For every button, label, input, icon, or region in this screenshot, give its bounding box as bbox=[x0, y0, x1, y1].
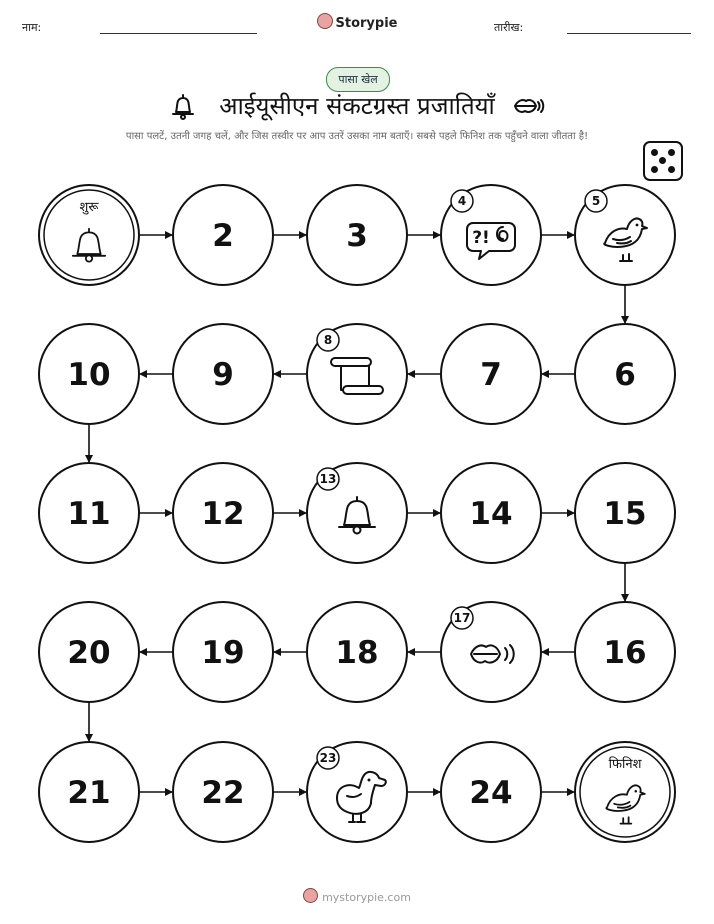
board-space-19[interactable] bbox=[173, 602, 273, 702]
space-number: 6 bbox=[614, 357, 636, 393]
board-space-5[interactable] bbox=[575, 185, 675, 285]
board-space-4[interactable] bbox=[441, 185, 541, 285]
board-space-11[interactable] bbox=[39, 463, 139, 563]
instructions: पासा पलटें, उतनी जगह चलें, और जिस तस्वीर पर आप उतरें उसका नाम बताएँ। सबसे पहले फिनिश तक पहुँचने वाला जीतता है! bbox=[125, 131, 589, 142]
svg-text:?!: ?! bbox=[472, 228, 490, 248]
space-number: 22 bbox=[201, 775, 245, 811]
space-number: 13 bbox=[319, 472, 337, 486]
brand-name: Storypie bbox=[335, 16, 398, 31]
space-number: 7 bbox=[480, 357, 502, 393]
board-space-15[interactable] bbox=[575, 463, 675, 563]
space-number: 16 bbox=[603, 635, 647, 671]
space-number: 9 bbox=[212, 357, 234, 393]
board-space-9[interactable] bbox=[173, 324, 273, 424]
space-number: 21 bbox=[67, 775, 111, 811]
page-title: आईयूसीएन संकटग्रस्त प्रजातियाँ bbox=[219, 92, 495, 120]
space-number: 23 bbox=[319, 751, 337, 765]
space-number: 14 bbox=[469, 496, 513, 532]
space-number: 3 bbox=[346, 218, 368, 254]
board-space-22[interactable] bbox=[173, 742, 273, 842]
board-space-16[interactable] bbox=[575, 602, 675, 702]
board-space-10[interactable] bbox=[39, 324, 139, 424]
board-space-6[interactable] bbox=[575, 324, 675, 424]
board-space-2[interactable] bbox=[173, 185, 273, 285]
board-space-23[interactable] bbox=[307, 742, 407, 842]
board-space-17[interactable] bbox=[441, 602, 541, 702]
space-number: 17 bbox=[453, 611, 471, 625]
board-space-14[interactable] bbox=[441, 463, 541, 563]
board-space-8[interactable] bbox=[307, 324, 407, 424]
finish-space[interactable] bbox=[575, 742, 675, 842]
board-space-21[interactable] bbox=[39, 742, 139, 842]
space-number: 20 bbox=[67, 635, 111, 671]
game-type-badge: पासा खेल bbox=[326, 67, 390, 92]
start-space[interactable] bbox=[39, 185, 139, 285]
board-space-12[interactable] bbox=[173, 463, 273, 563]
space-number: 19 bbox=[201, 635, 245, 671]
board-space-20[interactable] bbox=[39, 602, 139, 702]
space-number: 18 bbox=[335, 635, 379, 671]
storypie-logo-icon bbox=[303, 888, 318, 903]
space-number: 8 bbox=[323, 333, 333, 347]
space-number: 5 bbox=[591, 194, 601, 208]
space-number: 11 bbox=[67, 496, 111, 532]
footer-site[interactable]: mystorypie.com bbox=[322, 891, 411, 904]
date-label: तारीख: bbox=[494, 21, 524, 34]
space-number: 24 bbox=[469, 775, 513, 811]
board-space-24[interactable] bbox=[441, 742, 541, 842]
board-space-13[interactable] bbox=[307, 463, 407, 563]
space-number: 15 bbox=[603, 496, 647, 532]
start-label: शुरू bbox=[79, 200, 99, 215]
name-label: नाम: bbox=[22, 21, 42, 34]
board-space-18[interactable] bbox=[307, 602, 407, 702]
space-number: 4 bbox=[457, 194, 467, 208]
finish-label: फिनिश bbox=[608, 757, 642, 772]
space-number: 10 bbox=[67, 357, 111, 393]
board-space-3[interactable] bbox=[307, 185, 407, 285]
space-number: 12 bbox=[201, 496, 245, 532]
board-space-7[interactable] bbox=[441, 324, 541, 424]
footer bbox=[0, 888, 714, 904]
space-number: 2 bbox=[212, 218, 234, 254]
